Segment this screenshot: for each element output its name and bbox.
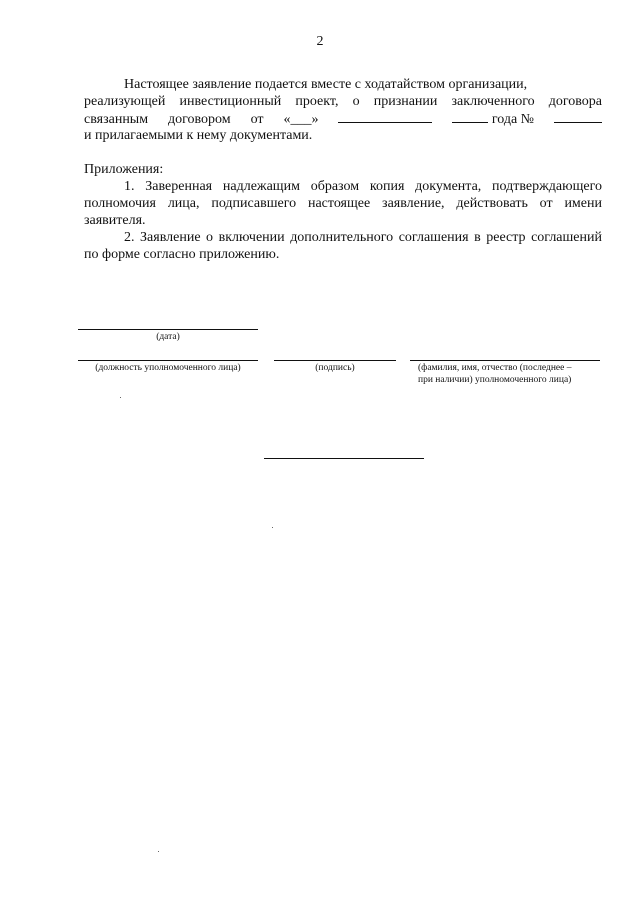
date-month-blank [338,110,432,123]
statement-line-4-wrap [84,127,602,144]
word-ot: от [250,112,264,127]
position-line [78,360,258,361]
statement-line-2: реализующей инвестиционный проект, о признании заключенного договора [84,94,602,109]
statement-line-3 [84,110,602,128]
attachment-item-1: 1. Заверенная надлежащим образом копия документа, подтверждающего полномочия лица, подписавшего настоящее заявление, действовать от имени заявителя. [84,179,602,228]
year-field [452,110,534,128]
attachment-item-2: 2. Заявление о включении дополнительного соглашения в реестр соглашений по форме согласно приложению. [84,230,602,262]
page-number: 2 [316,34,324,49]
date-caption: (дата) [156,332,180,342]
fio-line [410,360,600,361]
scan-speck [120,397,121,398]
year-number-label: года № [491,112,535,127]
statement-line-2-wrap [84,93,602,110]
scan-speck [272,527,273,528]
word-svyazannym: связанным [84,112,149,127]
contract-number-blank [554,110,602,123]
statement-paragraph [84,76,602,93]
closing-separator [264,458,424,459]
position-caption: (должность уполномоченного лица) [95,363,241,373]
statement-line-4: и прилагаемыми к нему документами. [84,128,313,143]
fio-caption [418,362,608,386]
fio-caption-line-1: (фамилия, имя, отчество (последнее – [418,363,572,373]
signature-line [274,360,396,361]
word-dogovorom: договором [168,112,231,127]
scan-speck [158,851,159,852]
date-line [78,329,258,330]
statement-line-1: Настоящее заявление подается вместе с ходатайством организации, [124,77,528,92]
signature-caption: (подпись) [315,363,355,373]
fio-caption-line-2: при наличии) уполномоченного лица) [418,375,572,385]
attachments-heading: Приложения: [84,162,164,177]
year-blank [452,110,488,123]
date-day-blank: «___» [283,112,319,127]
